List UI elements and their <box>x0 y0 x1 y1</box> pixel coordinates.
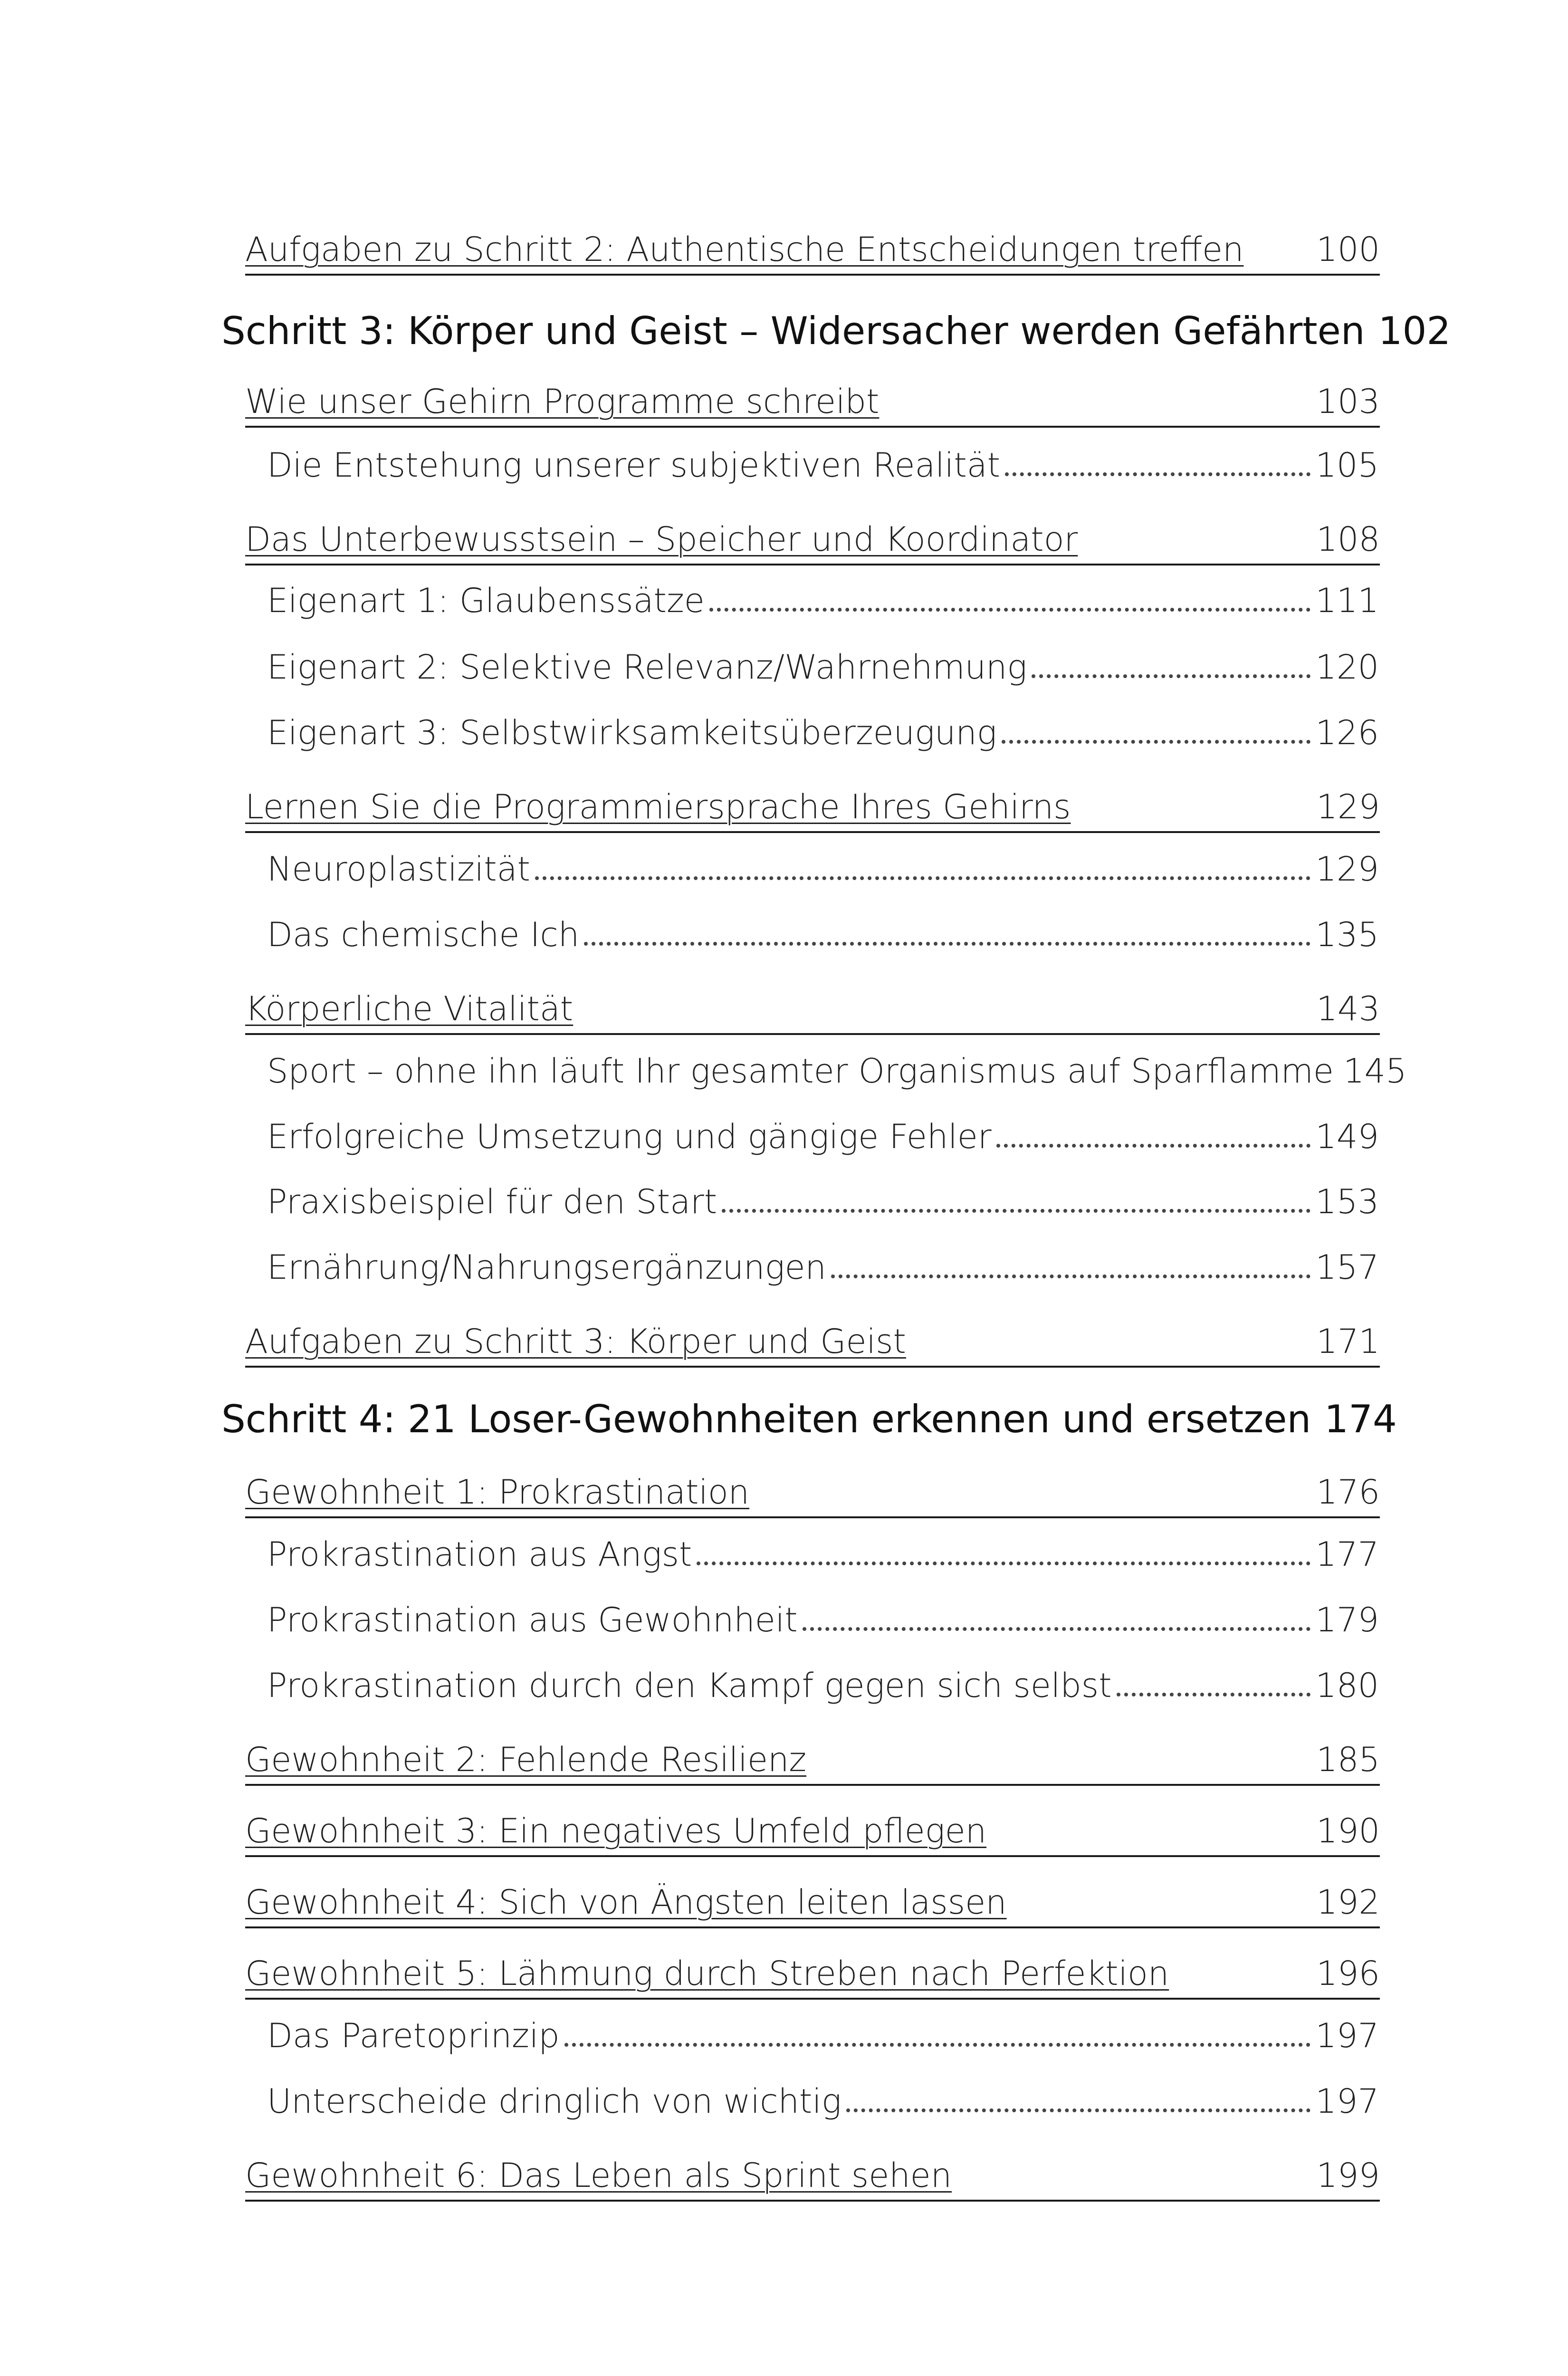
toc-subsection-entry <box>267 1592 1379 1644</box>
toc-page-number: 145 <box>1343 1052 1407 1091</box>
toc-chapter-entry <box>221 1385 1397 1447</box>
toc-entry-title: Eigenart 2: Selektive Relevanz/Wahrnehmung <box>267 648 1027 687</box>
toc-entry-title: Schritt 4: 21 Loser-Gewohnheiten erkennen und ersetzen <box>221 1397 1311 1441</box>
toc-section-entry <box>245 1876 1380 1928</box>
toc-subsection-entry <box>267 2008 1379 2060</box>
toc-subsection-entry <box>267 639 1379 691</box>
toc-entry-title: Unterscheide dringlich von wichtig <box>267 2082 841 2121</box>
toc-leader <box>1032 674 1310 678</box>
toc-section-entry <box>245 375 1380 428</box>
toc-page-number: 185 <box>1316 1740 1380 1779</box>
toc-page-number: 100 <box>1316 230 1380 269</box>
toc-section-entry <box>245 2149 1380 2202</box>
toc-leader <box>1005 472 1310 476</box>
toc-page-number: 143 <box>1316 989 1380 1028</box>
toc-section-entry <box>245 983 1380 1035</box>
toc-leader <box>996 1144 1311 1148</box>
toc-entry-title: Ernährung/Nahrungsergänzungen <box>267 1248 826 1287</box>
toc-section-entry <box>245 1947 1380 2000</box>
toc-chapter-entry <box>221 297 1451 359</box>
toc-entry-title: Sport – ohne ihn läuft Ihr gesamter Organismus auf Sparflamme <box>267 1052 1334 1091</box>
toc-page-number: 199 <box>1316 2156 1380 2195</box>
toc-subsection-entry <box>267 705 1379 757</box>
toc-page-number: 102 <box>1378 309 1451 353</box>
toc-entry-title: Eigenart 3: Selbstwirksamkeitsüberzeugung <box>267 713 997 752</box>
toc-page-number: 129 <box>1315 850 1379 889</box>
toc-leader <box>831 1274 1310 1278</box>
toc-entry-title: Wie unser Gehirn Programme schreibt <box>245 382 880 421</box>
toc-entry-title: Gewohnheit 5: Lähmung durch Streben nach Perfektion <box>245 1954 1169 1993</box>
toc-entry-title: Praxisbeispiel für den Start <box>267 1182 717 1221</box>
toc-page-number: 171 <box>1316 1322 1380 1361</box>
toc-entry-title: Prokrastination aus Angst <box>267 1535 692 1574</box>
toc-entry-title: Körperliche Vitalität <box>245 989 574 1028</box>
toc-page-number: 180 <box>1315 1666 1379 1705</box>
toc-entry-title: Prokrastination aus Gewohnheit <box>267 1600 798 1639</box>
toc-page-number: 196 <box>1316 1954 1380 1993</box>
toc-page-number: 197 <box>1315 2016 1379 2055</box>
toc-page-number: 103 <box>1316 382 1380 421</box>
toc-page-number: 174 <box>1324 1397 1397 1441</box>
toc-subsection-entry <box>267 1526 1379 1579</box>
toc-section-entry <box>245 1315 1380 1368</box>
toc-leader <box>584 942 1310 946</box>
toc-subsection-entry <box>267 1043 1407 1095</box>
toc-leader <box>535 876 1310 880</box>
toc-section-entry <box>245 1805 1380 1857</box>
toc-page-number: 111 <box>1315 581 1379 620</box>
toc-section-entry <box>245 513 1380 565</box>
toc-leader <box>803 1627 1311 1631</box>
toc-entry-title: Gewohnheit 4: Sich von Ängsten leiten lassen <box>245 1883 1007 1922</box>
toc-page-number: 105 <box>1315 446 1379 485</box>
toc-page-number: 197 <box>1315 2082 1379 2121</box>
toc-page-number: 120 <box>1315 648 1379 687</box>
toc-entry-title: Gewohnheit 3: Ein negatives Umfeld pflegen <box>245 1811 987 1850</box>
toc-subsection-entry <box>267 907 1379 959</box>
toc-entry-title: Lernen Sie die Programmiersprache Ihres Gehirns <box>245 787 1071 826</box>
toc-subsection-entry <box>267 2073 1379 2126</box>
toc-leader <box>564 2043 1311 2047</box>
toc-entry-title: Schritt 3: Körper und Geist – Widersacher werden Gefährten <box>221 309 1365 353</box>
toc-page-number: 177 <box>1315 1535 1379 1574</box>
toc-leader <box>722 1209 1310 1213</box>
toc-page-number: 135 <box>1315 915 1379 954</box>
toc-entry-title: Die Entstehung unserer subjektiven Realität <box>267 446 1001 485</box>
toc-page-number: 157 <box>1315 1248 1379 1287</box>
toc-entry-title: Gewohnheit 1: Prokrastination <box>245 1473 750 1512</box>
toc-page-number: 179 <box>1315 1600 1379 1639</box>
toc-section-entry <box>245 781 1380 833</box>
toc-subsection-entry <box>267 1109 1379 1161</box>
toc-leader <box>1117 1693 1311 1696</box>
toc-section-entry <box>245 1734 1380 1786</box>
toc-entry-title: Gewohnheit 2: Fehlende Resilienz <box>245 1740 807 1779</box>
toc-leader <box>709 608 1311 612</box>
toc-subsection-entry <box>267 1239 1379 1292</box>
toc-page-number: 190 <box>1316 1811 1380 1850</box>
toc-leader <box>1002 740 1311 744</box>
toc-page-number: 176 <box>1316 1473 1380 1512</box>
toc-entry-title: Gewohnheit 6: Das Leben als Sprint sehen <box>245 2156 952 2195</box>
toc-entry-title: Eigenart 1: Glaubenssätze <box>267 581 705 620</box>
toc-entry-title: Aufgaben zu Schritt 2: Authentische Entscheidungen treffen <box>245 230 1244 269</box>
toc-page-number: 129 <box>1316 787 1380 826</box>
toc-entry-title: Das chemische Ich <box>267 915 580 954</box>
toc-entry-title: Aufgaben zu Schritt 3: Körper und Geist <box>245 1322 906 1361</box>
toc-entry-title: Das Unterbewusstsein – Speicher und Koordinator <box>245 520 1078 559</box>
toc-entry-title: Prokrastination durch den Kampf gegen sich selbst <box>267 1666 1112 1705</box>
toc-subsection-entry <box>267 1174 1379 1226</box>
toc-page-number: 108 <box>1316 520 1380 559</box>
toc-entry-title: Das Paretoprinzip <box>267 2016 560 2055</box>
toc-subsection-entry <box>267 841 1379 893</box>
toc-page-number: 149 <box>1315 1117 1379 1156</box>
toc-subsection-entry <box>267 573 1379 625</box>
toc-leader <box>697 1562 1310 1565</box>
toc-entry-title: Neuroplastizität <box>267 850 530 889</box>
toc-page-number: 153 <box>1315 1182 1379 1221</box>
toc-page-number: 192 <box>1316 1883 1380 1922</box>
toc-subsection-entry <box>267 437 1379 489</box>
toc-section-entry <box>245 1466 1380 1518</box>
toc-leader <box>846 2108 1311 2112</box>
toc-section-entry <box>245 223 1380 276</box>
toc-page-number: 126 <box>1315 713 1379 752</box>
toc-entry-title: Erfolgreiche Umsetzung und gängige Fehler <box>267 1117 992 1156</box>
toc-subsection-entry <box>267 1657 1379 1710</box>
